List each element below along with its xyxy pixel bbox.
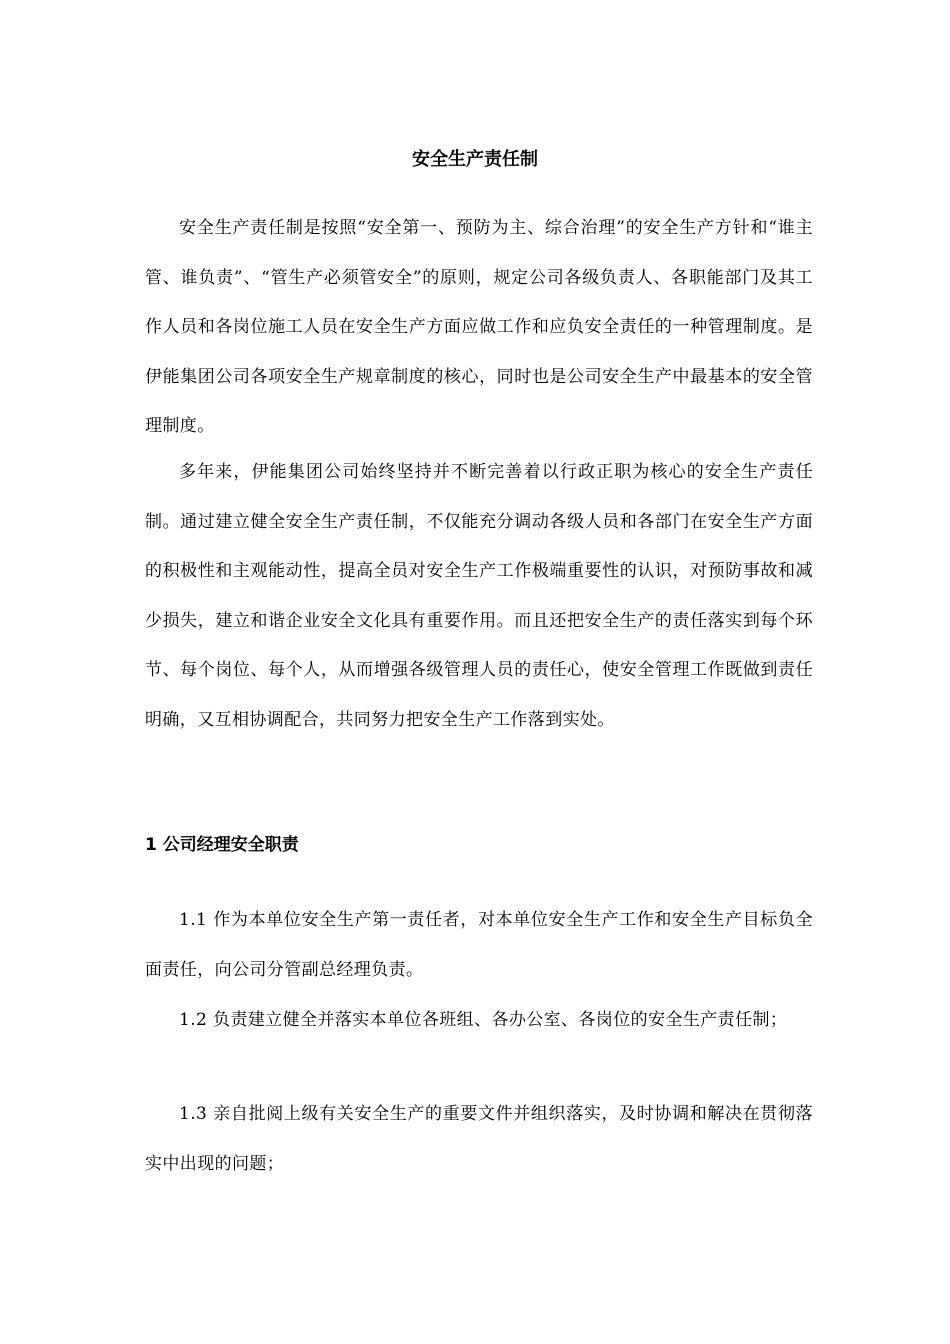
intro-paragraph: 安全生产责任制是按照“安全第一、预防为主、综合治理”的安全生产方针和“谁主管、谁负责”、“管生产必须管安全”的原则，规定公司各级负责人、各职能部门及其工作人员和各岗位施工人员在安全生产方面应做工作和应负安全责任的一种管理制度。是伊能集团公司各项安全生产规章制度的核心，同时也是公司安全生产中最基本的安全管理制度。 <box>145 218 813 436</box>
list-item: 1.1 作为本单位安全生产第一责任者，对本单位安全生产工作和安全生产目标负全面责任，向公司分管副总经理负责。 <box>145 910 813 980</box>
list-item: 1.2 负责建立健全并落实本单位各班组、各办公室、各岗位的安全生产责任制； <box>179 1010 788 1030</box>
list-item: 1.3 亲自批阅上级有关安全生产的重要文件并组织落实，及时协调和解决在贯彻落实中出现的问题； <box>145 1104 813 1174</box>
body-paragraph: 多年来，伊能集团公司始终坚持并不断完善着以行政正职为核心的安全生产责任制。通过建立健全安全生产责任制，不仅能充分调动各级人员和各部门在安全生产方面的积极性和主观能动性，提高全员对安全生产工作极端重要性的认识，对预防事故和减少损失，建立和谐企业安全文化具有重要作用。而且还把安全生产的责任落实到每个环节、每个岗位、每个人，从而增强各级管理人员的责任心，使安全管理工作既做到责任明确，又互相协调配合，共同努力把安全生产工作落到实处。 <box>145 462 813 730</box>
section-heading: 1 公司经理安全职责 <box>145 835 299 855</box>
document-title: 安全生产责任制 <box>412 149 538 170</box>
